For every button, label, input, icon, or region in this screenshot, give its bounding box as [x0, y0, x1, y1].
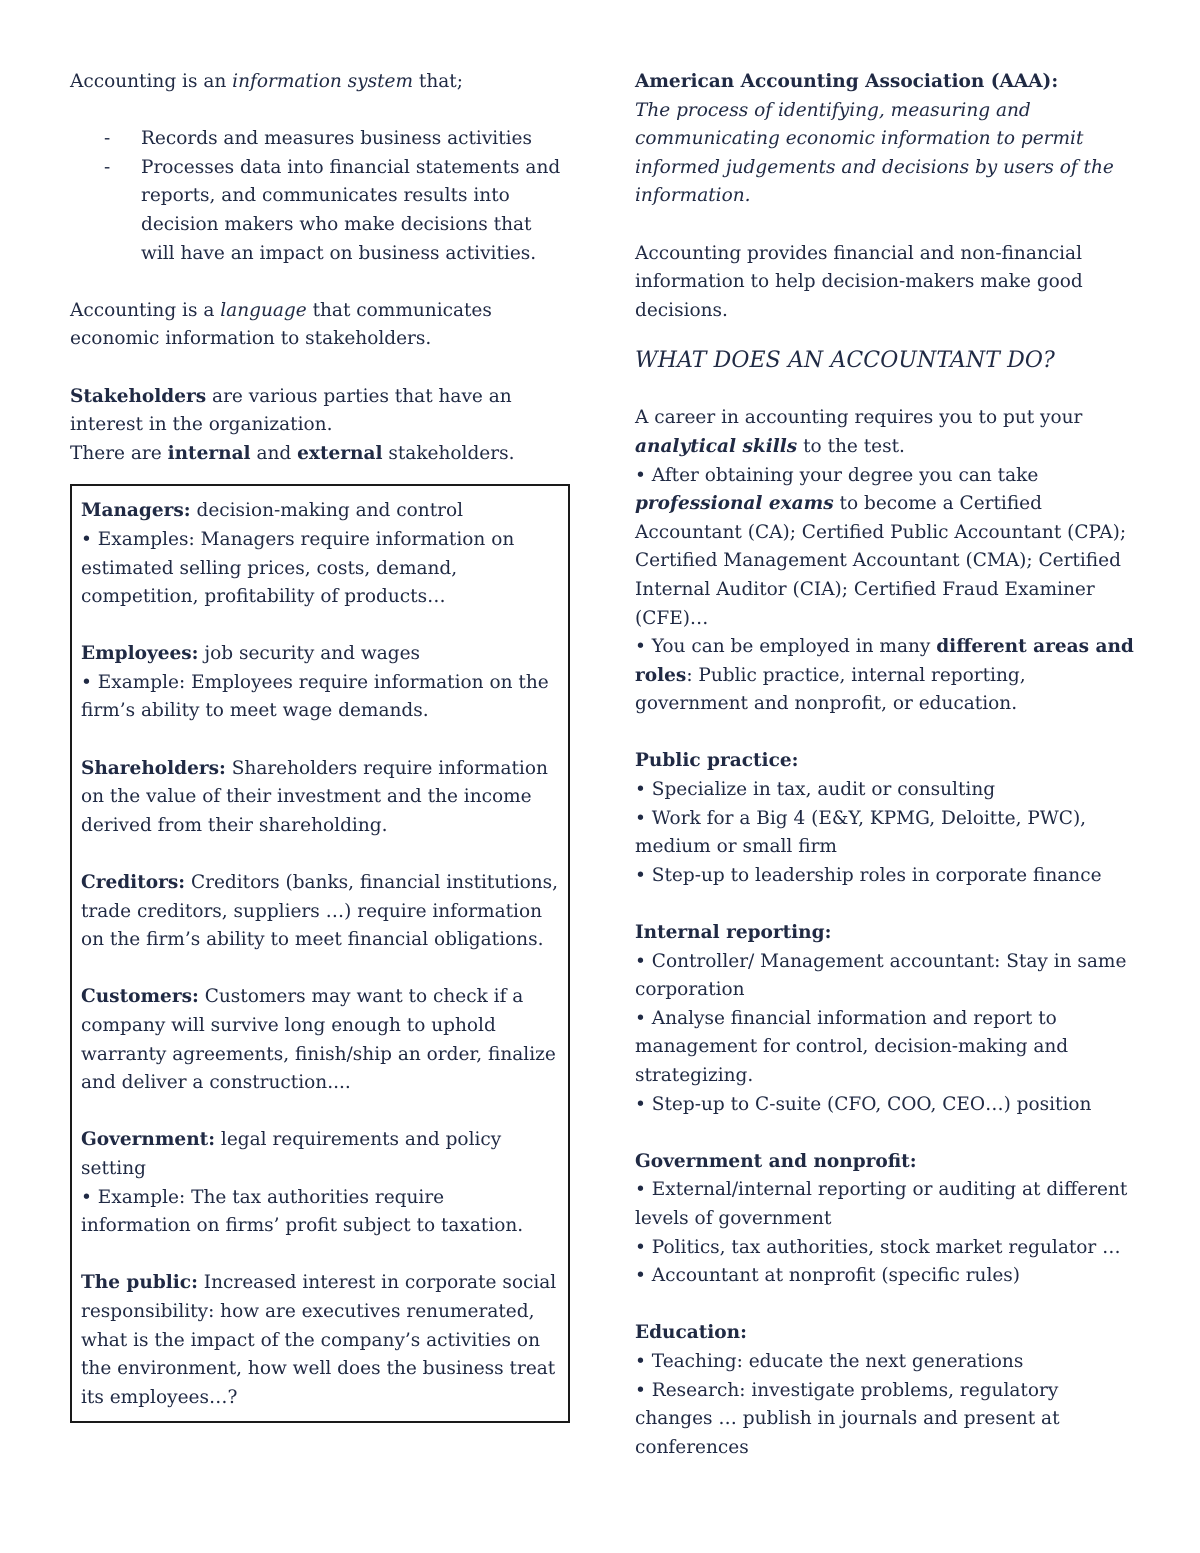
entry-label: The public: [81, 1272, 198, 1294]
entry-text: Increased interest in corporate social responsibility: how are executives renumerated, what is the impact of the company’s activities on the environment, how well does the business treat its employees…? [81, 1272, 557, 1408]
career-emphasis: analytical skills [635, 435, 798, 457]
section-item: • Specialize in tax, audit or consulting [635, 779, 996, 801]
stakeholders-text: are various parties that have an interest in the organization. [70, 385, 512, 436]
entry-label: Managers: [81, 500, 191, 522]
career-paragraph [635, 404, 1135, 461]
external-term: external [297, 442, 383, 464]
intro-text-end: that; [413, 71, 463, 92]
section-title: Government and nonprofit: [635, 1150, 917, 1172]
list-item-text: Processes data into financial statements and reports, and communicates results into decision makers who make decisions that will have an impact on business activities. [141, 156, 561, 264]
stakeholder-entry-public [81, 1269, 559, 1412]
section-item: • Work for a Big 4 (E&Y, KPMG, Deloitte, PWC), medium or small firm [635, 807, 1087, 858]
entry-example: • Example: The tax authorities require information on firms’ profit subject to taxation. [81, 1186, 524, 1237]
stakeholders-paragraph [70, 383, 570, 440]
employ-text-end: : Public practice, internal reporting, government and nonprofit, or education. [635, 664, 1026, 715]
exams-text: • After obtaining your degree you can take [635, 464, 1039, 486]
entry-text: job security and wages [198, 643, 421, 665]
types-text: There are [70, 442, 168, 464]
entry-label: Shareholders: [81, 757, 226, 779]
section-item: • Accountant at nonprofit (specific rules) [635, 1265, 1021, 1287]
section-public-practice [635, 747, 1135, 890]
section-education [635, 1319, 1135, 1462]
employ-paragraph [635, 633, 1135, 719]
section-item: • Step-up to leadership roles in corporate finance [635, 864, 1102, 886]
left-column [70, 68, 570, 1423]
stakeholder-entry-creditors [81, 869, 559, 955]
list-item [70, 125, 570, 154]
section-item: • Politics, tax authorities, stock market regulator … [635, 1236, 1121, 1258]
language-text-end: that communicates economic information to stakeholders. [70, 299, 492, 350]
section-internal-reporting [635, 919, 1135, 1119]
entry-text: legal requirements and policy setting [81, 1129, 502, 1179]
internal-term: internal [167, 442, 251, 464]
entry-example: • Examples: Managers require information on estimated selling prices, costs, demand, competition, profitability of products… [81, 528, 515, 608]
career-text-end: to the test. [797, 435, 905, 457]
list-item-text: Records and measures business activities [141, 128, 533, 150]
entry-text: decision-making and control [190, 500, 464, 522]
language-emphasis: language [220, 299, 307, 321]
exams-paragraph [635, 462, 1135, 634]
section-title: Education: [635, 1322, 747, 1344]
section-item: • Controller/ Management accountant: Stay in same corporation [635, 950, 1127, 1001]
stakeholder-entry-employees [81, 640, 559, 726]
language-text: Accounting is a [70, 299, 221, 321]
exams-emphasis: professional exams [635, 493, 834, 515]
section-item: • External/internal reporting or auditing at different levels of government [635, 1179, 1128, 1229]
section-item: • Step-up to C-suite (CFO, COO, CEO…) position [635, 1093, 1092, 1115]
section-item: • Research: investigate problems, regulatory changes … publish in journals and present at conferences [635, 1379, 1060, 1458]
stakeholder-types-paragraph [70, 440, 570, 469]
stakeholder-entry-managers [81, 497, 559, 611]
dash-list [70, 125, 570, 268]
language-paragraph [70, 297, 570, 354]
intro-text: Accounting is an [70, 71, 233, 92]
section-item: • Teaching: educate the next generations [635, 1350, 1024, 1372]
stakeholder-entry-government [81, 1126, 559, 1240]
right-column [635, 68, 1135, 1462]
entry-text: Creditors (banks, financial institutions, trade creditors, suppliers …) require information on the firm’s ability to meet financial obligations. [81, 872, 559, 951]
types-and: and [250, 442, 298, 464]
intro-paragraph [70, 68, 570, 97]
section-item: • Analyse financial information and report to management for control, decision-making and strategizing. [635, 1007, 1069, 1086]
stakeholders-term: Stakeholders [70, 385, 207, 407]
stakeholder-entry-customers [81, 983, 559, 1097]
career-text: A career in accounting requires you to put your [635, 407, 1083, 429]
stakeholders-box [70, 484, 570, 1423]
stakeholder-entry-shareholders [81, 755, 559, 841]
aaa-title [635, 68, 1135, 97]
employ-text: • You can be employed in many [635, 636, 937, 658]
employ-emphasis: different areas and roles [635, 636, 1134, 686]
entry-label: Customers: [81, 986, 199, 1008]
dash-marker: - [104, 128, 111, 150]
entry-label: Government: [81, 1129, 216, 1151]
section-heading: WHAT DOES AN ACCOUNTANT DO? [635, 348, 1055, 374]
list-item [70, 154, 570, 268]
provides-paragraph: Accounting provides financial and non-financial information to help decision-makers make good decisions. [635, 242, 1083, 321]
section-title: Internal reporting: [635, 922, 832, 944]
entry-example: • Example: Employees require information on the firm’s ability to meet wage demands. [81, 671, 549, 722]
dash-marker: - [104, 156, 111, 178]
exams-text-end: to become a Certified Accountant (CA); Certified Public Accountant (CPA); Certified Management Accountant (CMA); Certified Internal Auditor (CIA); Certified Fraud Examiner (CFE)… [635, 493, 1127, 629]
aaa-title-text: American Accounting Association (AAA): [635, 71, 1059, 92]
section-government-nonprofit [635, 1148, 1135, 1291]
aaa-definition [635, 97, 1135, 211]
entry-label: Creditors: [81, 872, 186, 894]
entry-text: Customers may want to check if a company will survive long enough to uphold warranty agreements, finish/ship an order, finalize and deliver a construction.... [81, 986, 556, 1094]
section-title: Public practice: [635, 750, 799, 772]
entry-text: Shareholders require information on the value of their investment and the income derived from their shareholding. [81, 757, 548, 836]
types-text-end: stakeholders. [382, 442, 515, 464]
aaa-definition-text: The process of identifying, measuring and communicating economic information to permit informed judgements and decisions by users of the information. [635, 99, 1114, 207]
intro-emphasis: information system [232, 71, 414, 92]
entry-label: Employees: [81, 643, 199, 665]
